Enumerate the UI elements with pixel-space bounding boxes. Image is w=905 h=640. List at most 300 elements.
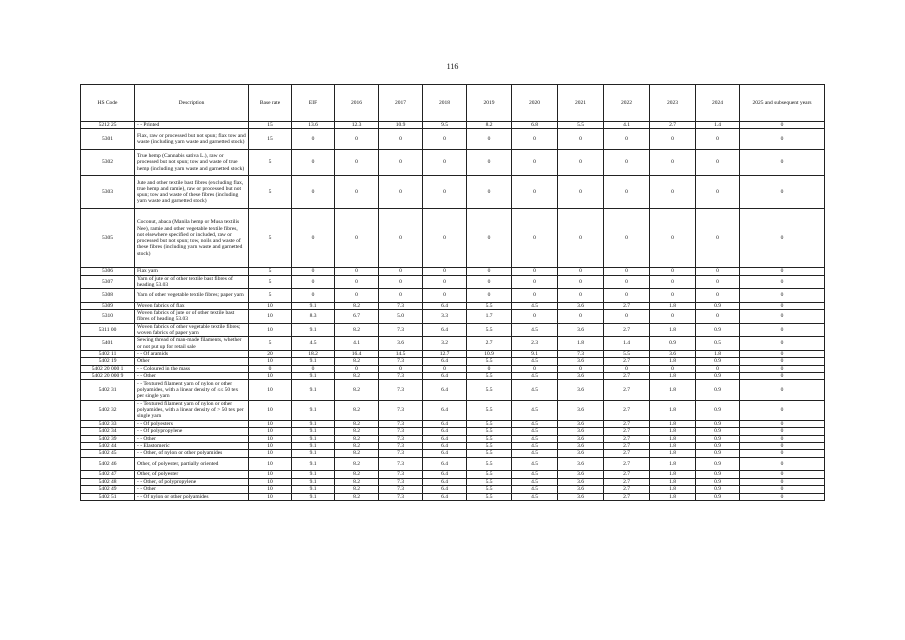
rate-cell: 8.2: [335, 443, 379, 450]
rate-cell: 7.3: [379, 323, 423, 337]
rate-cell: 0: [740, 365, 825, 372]
rate-cell: 8.2: [335, 471, 379, 478]
table-row: [81, 275, 825, 289]
rate-cell: 7.3: [379, 486, 423, 493]
rate-cell: 5.5: [467, 450, 512, 457]
table-row: [81, 400, 825, 420]
rate-cell: 3.6: [558, 358, 604, 365]
rate-cell: 5: [249, 289, 292, 303]
rate-cell: 2.7: [604, 478, 650, 485]
rate-cell: 3.2: [423, 337, 467, 351]
description-cell: - - Of nylon or other polyamides: [135, 493, 249, 500]
rate-cell: 8.2: [335, 400, 379, 420]
hs-code-cell: 5305: [81, 209, 135, 268]
rate-cell: 0: [740, 337, 825, 351]
table-row: [81, 493, 825, 500]
rate-cell: 1.8: [650, 493, 696, 500]
rate-cell: 0: [740, 428, 825, 435]
rate-cell: 7.3: [379, 478, 423, 485]
description-cell: - - Elastomeric: [135, 443, 249, 450]
rate-cell: 4.5: [512, 420, 558, 427]
rate-cell: 0.9: [696, 323, 740, 337]
rate-cell: 7.3: [379, 428, 423, 435]
rate-cell: 0: [740, 289, 825, 303]
rate-cell: 0.9: [650, 337, 696, 351]
rate-cell: 4.5: [512, 302, 558, 309]
rate-cell: 0: [379, 129, 423, 149]
rate-cell: 0: [740, 275, 825, 289]
rate-cell: 7.3: [379, 358, 423, 365]
rate-cell: 5: [249, 275, 292, 289]
rate-cell: 0: [558, 176, 604, 209]
rate-cell: 0: [335, 176, 379, 209]
rate-cell: 0: [423, 209, 467, 268]
rate-cell: 9.1: [292, 358, 335, 365]
rate-cell: 0: [740, 358, 825, 365]
rate-cell: 7.3: [379, 373, 423, 380]
rate-cell: 0: [467, 209, 512, 268]
column-header: 2025 and subsequent years: [740, 85, 825, 122]
rate-cell: 1.4: [696, 122, 740, 129]
hs-code-cell: 5309: [81, 302, 135, 309]
hs-code-cell: 5402 34: [81, 428, 135, 435]
rate-cell: 6.4: [423, 443, 467, 450]
rate-cell: 0: [423, 275, 467, 289]
rate-cell: 10: [249, 471, 292, 478]
table-row: [81, 350, 825, 357]
hs-code-cell: 5212 25: [81, 122, 135, 129]
rate-cell: 0: [696, 365, 740, 372]
rate-cell: 0: [740, 310, 825, 324]
rate-cell: 8.2: [467, 122, 512, 129]
rate-cell: 10: [249, 443, 292, 450]
rate-cell: 6.4: [423, 420, 467, 427]
rate-cell: 0: [558, 310, 604, 324]
rate-cell: 0: [292, 209, 335, 268]
table-row: [81, 380, 825, 400]
rate-cell: 2.7: [604, 450, 650, 457]
column-header: 2019: [467, 85, 512, 122]
description-cell: Yarn of jute or of other textile bast fibres of heading 53.03: [135, 275, 249, 289]
description-cell: - - Printed: [135, 122, 249, 129]
description-cell: - - Other: [135, 373, 249, 380]
rate-cell: 0: [740, 400, 825, 420]
rate-cell: 1.8: [650, 443, 696, 450]
hs-code-cell: 5402 45: [81, 450, 135, 457]
rate-cell: 0: [467, 365, 512, 372]
rate-cell: 9.1: [292, 486, 335, 493]
rate-cell: 0: [335, 129, 379, 149]
rate-cell: 0: [650, 289, 696, 303]
rate-cell: 0: [696, 289, 740, 303]
hs-code-cell: 5301: [81, 129, 135, 149]
rate-cell: 0: [292, 129, 335, 149]
rate-cell: 10: [249, 493, 292, 500]
rate-cell: 10: [249, 373, 292, 380]
rate-cell: 6.4: [423, 380, 467, 400]
rate-cell: 0: [379, 275, 423, 289]
rate-cell: 0: [379, 209, 423, 268]
rate-cell: 5.5: [467, 302, 512, 309]
rate-cell: 1.4: [604, 337, 650, 351]
hs-code-cell: 5310: [81, 310, 135, 324]
rate-cell: 0: [650, 268, 696, 275]
rate-cell: 0: [512, 289, 558, 303]
rate-cell: 5.5: [467, 420, 512, 427]
rate-cell: 8.2: [335, 478, 379, 485]
rate-cell: 8.2: [335, 302, 379, 309]
rate-cell: 0: [512, 310, 558, 324]
description-cell: Other: [135, 358, 249, 365]
rate-cell: 0: [292, 275, 335, 289]
rate-cell: 0: [423, 129, 467, 149]
rate-cell: 6.4: [423, 358, 467, 365]
table-row: [81, 435, 825, 442]
rate-cell: 1.8: [650, 428, 696, 435]
rate-cell: 0: [740, 323, 825, 337]
rate-cell: 7.3: [379, 493, 423, 500]
description-cell: Flax yarn: [135, 268, 249, 275]
rate-cell: 0: [335, 209, 379, 268]
column-header: 2017: [379, 85, 423, 122]
rate-cell: 0: [292, 149, 335, 176]
rate-cell: 7.3: [558, 350, 604, 357]
rate-cell: 0: [423, 268, 467, 275]
rate-cell: 0: [292, 365, 335, 372]
rate-cell: 6.4: [423, 428, 467, 435]
rate-cell: 0: [558, 268, 604, 275]
rate-cell: 0: [512, 129, 558, 149]
rate-cell: 0: [467, 275, 512, 289]
rate-cell: 5.5: [467, 358, 512, 365]
rate-cell: 3.6: [558, 420, 604, 427]
table-row: [81, 478, 825, 485]
rate-cell: 2.7: [604, 493, 650, 500]
rate-cell: 0: [379, 176, 423, 209]
rate-cell: 12.3: [335, 122, 379, 129]
rate-cell: 6.4: [423, 400, 467, 420]
rate-cell: 5.5: [467, 486, 512, 493]
hs-code-cell: 5402 46: [81, 457, 135, 471]
rate-cell: 5.5: [467, 435, 512, 442]
description-cell: - - Of aramids: [135, 350, 249, 357]
rate-cell: 0: [740, 373, 825, 380]
hs-code-cell: 5402 49: [81, 486, 135, 493]
rate-cell: 3.6: [558, 457, 604, 471]
rate-cell: 5.5: [467, 428, 512, 435]
rate-cell: 4.5: [512, 443, 558, 450]
rate-cell: 0: [740, 176, 825, 209]
rate-cell: 0: [740, 471, 825, 478]
description-cell: Woven fabrics of other vegetable textile fibres; woven fabrics of paper yarn: [135, 323, 249, 337]
rate-cell: 1.8: [650, 471, 696, 478]
rate-cell: 3.6: [558, 450, 604, 457]
rate-cell: 9.1: [292, 493, 335, 500]
table-row: [81, 122, 825, 129]
rate-cell: 10: [249, 420, 292, 427]
column-header: 2018: [423, 85, 467, 122]
rate-cell: 14.5: [379, 350, 423, 357]
rate-cell: 0: [423, 149, 467, 176]
table-row: [81, 302, 825, 309]
rate-cell: 0: [696, 275, 740, 289]
rate-cell: 0: [379, 149, 423, 176]
rate-cell: 10.9: [379, 122, 423, 129]
rate-cell: 0: [740, 209, 825, 268]
rate-cell: 0: [650, 149, 696, 176]
rate-cell: 6.4: [423, 486, 467, 493]
description-cell: Jute and other textile bast fibres (excluding flax, true hemp and ramie), raw or processed but not spun; tow and waste of these fibres (including yarn waste and garnetted stock): [135, 176, 249, 209]
rate-cell: 8.2: [335, 358, 379, 365]
rate-cell: 0: [423, 289, 467, 303]
rate-cell: 9.5: [423, 122, 467, 129]
hs-code-cell: 5402 47: [81, 471, 135, 478]
table-row: [81, 428, 825, 435]
tariff-schedule-table: [80, 84, 825, 501]
rate-cell: 5.5: [467, 493, 512, 500]
rate-cell: 6.4: [423, 457, 467, 471]
rate-cell: 0: [740, 435, 825, 442]
rate-cell: 0: [335, 289, 379, 303]
rate-cell: 9.1: [292, 435, 335, 442]
rate-cell: 0.9: [696, 373, 740, 380]
rate-cell: 0: [558, 289, 604, 303]
rate-cell: 0: [740, 486, 825, 493]
column-header: EIF: [292, 85, 335, 122]
rate-cell: 2.7: [604, 400, 650, 420]
rate-cell: 0: [467, 129, 512, 149]
rate-cell: 0: [512, 209, 558, 268]
rate-cell: 6.4: [423, 471, 467, 478]
rate-cell: 0: [696, 176, 740, 209]
rate-cell: 0: [650, 365, 696, 372]
rate-cell: 3.6: [558, 380, 604, 400]
rate-cell: 8.2: [335, 457, 379, 471]
column-header: 2020: [512, 85, 558, 122]
table-row: [81, 443, 825, 450]
rate-cell: 4.5: [512, 323, 558, 337]
rate-cell: 5: [249, 337, 292, 351]
rate-cell: 6.8: [512, 122, 558, 129]
rate-cell: 0: [249, 365, 292, 372]
rate-cell: 4.5: [512, 471, 558, 478]
table-row: [81, 450, 825, 457]
rate-cell: 9.1: [292, 420, 335, 427]
rate-cell: 13.6: [292, 122, 335, 129]
page-number: 116: [446, 62, 459, 71]
rate-cell: 0.9: [696, 358, 740, 365]
rate-cell: 10: [249, 302, 292, 309]
rate-cell: 9.1: [512, 350, 558, 357]
rate-cell: 2.7: [467, 337, 512, 351]
description-cell: Sewing thread of man-made filaments, whether or not put up for retail sale: [135, 337, 249, 351]
rate-cell: 7.3: [379, 471, 423, 478]
rate-cell: 9.1: [292, 302, 335, 309]
rate-cell: 9.1: [292, 478, 335, 485]
rate-cell: 1.8: [650, 400, 696, 420]
description-cell: Yarn of other vegetable textile fibres; paper yarn: [135, 289, 249, 303]
rate-cell: 6.4: [423, 435, 467, 442]
rate-cell: 0: [740, 302, 825, 309]
rate-cell: 4.5: [512, 380, 558, 400]
rate-cell: 8.2: [335, 323, 379, 337]
rate-cell: 12.7: [423, 350, 467, 357]
rate-cell: 1.8: [650, 380, 696, 400]
hs-code-cell: 5402 20 000 1: [81, 365, 135, 372]
rate-cell: 5: [249, 209, 292, 268]
rate-cell: 2.7: [604, 471, 650, 478]
rate-cell: 0.9: [696, 428, 740, 435]
rate-cell: 4.5: [512, 373, 558, 380]
rate-cell: 9.1: [292, 380, 335, 400]
rate-cell: 0: [379, 268, 423, 275]
rate-cell: 10.9: [467, 350, 512, 357]
rate-cell: 0: [604, 289, 650, 303]
rate-cell: 0: [696, 310, 740, 324]
hs-code-cell: 5307: [81, 275, 135, 289]
rate-cell: 4.1: [604, 122, 650, 129]
hs-code-cell: 5306: [81, 268, 135, 275]
rate-cell: 0: [650, 310, 696, 324]
rate-cell: 1.8: [650, 358, 696, 365]
rate-cell: 7.3: [379, 435, 423, 442]
rate-cell: 4.5: [512, 400, 558, 420]
description-cell: Coconut, abaca (Manila hemp or Musa textilis Nee), ramie and other vegetable textile fibres, not elsewhere specified or included, raw or processed but not spun; tow, noils and waste of these fibres (including yarn waste and garnetted stock): [135, 209, 249, 268]
rate-cell: 4.5: [512, 493, 558, 500]
rate-cell: 0: [740, 149, 825, 176]
rate-cell: 0.9: [696, 471, 740, 478]
hs-code-cell: 5402 48: [81, 478, 135, 485]
rate-cell: 9.1: [292, 400, 335, 420]
rate-cell: 10: [249, 400, 292, 420]
column-header: 2016: [335, 85, 379, 122]
description-cell: - - Other, of nylon or other polyamides: [135, 450, 249, 457]
rate-cell: 6.4: [423, 493, 467, 500]
rate-cell: 0: [650, 129, 696, 149]
rate-cell: 9.1: [292, 323, 335, 337]
rate-cell: 2.7: [604, 428, 650, 435]
rate-cell: 0: [379, 289, 423, 303]
table-row: [81, 486, 825, 493]
rate-cell: 9.1: [292, 443, 335, 450]
rate-cell: 4.5: [512, 457, 558, 471]
rate-cell: 2.7: [604, 373, 650, 380]
rate-cell: 0: [604, 365, 650, 372]
rate-cell: 0: [740, 478, 825, 485]
rate-cell: 9.1: [292, 373, 335, 380]
rate-cell: 0.5: [696, 337, 740, 351]
rate-cell: 6.4: [423, 323, 467, 337]
rate-cell: 2.7: [604, 358, 650, 365]
rate-cell: 1.8: [650, 435, 696, 442]
description-cell: - - Textured filament yarn of nylon or other polyamides, with a linear density of ≤≤ 50 tex per single yarn: [135, 380, 249, 400]
table-row: [81, 457, 825, 471]
rate-cell: 4.5: [512, 450, 558, 457]
rate-cell: 2.7: [604, 380, 650, 400]
rate-cell: 7.3: [379, 302, 423, 309]
rate-cell: 3.6: [379, 337, 423, 351]
rate-cell: 1.8: [696, 350, 740, 357]
rate-cell: 0.9: [696, 380, 740, 400]
rate-cell: 9.1: [292, 428, 335, 435]
rate-cell: 0: [335, 149, 379, 176]
rate-cell: 0: [650, 176, 696, 209]
table-row: [81, 176, 825, 209]
rate-cell: 8.2: [335, 450, 379, 457]
rate-cell: 0: [604, 275, 650, 289]
table-row: [81, 471, 825, 478]
rate-cell: 0: [604, 310, 650, 324]
rate-cell: 0: [740, 443, 825, 450]
rate-cell: 5.5: [467, 471, 512, 478]
rate-cell: 10: [249, 428, 292, 435]
rate-cell: 5.5: [467, 323, 512, 337]
rate-cell: 4.1: [335, 337, 379, 351]
rate-cell: 6.4: [423, 373, 467, 380]
rate-cell: 2.7: [604, 420, 650, 427]
hs-code-cell: 5402 20 000 9: [81, 373, 135, 380]
rate-cell: 8.2: [335, 428, 379, 435]
rate-cell: 2.7: [604, 302, 650, 309]
hs-code-cell: 5402 44: [81, 443, 135, 450]
rate-cell: 7.3: [379, 450, 423, 457]
description-cell: Woven fabrics of jute or of other textile bast fibres of heading 53.03: [135, 310, 249, 324]
rate-cell: 15: [249, 129, 292, 149]
column-header: HS Code: [81, 85, 135, 122]
rate-cell: 3.6: [558, 323, 604, 337]
rate-cell: 1.8: [650, 302, 696, 309]
rate-cell: 0: [335, 268, 379, 275]
hs-code-cell: 5402 33: [81, 420, 135, 427]
rate-cell: 3.3: [423, 310, 467, 324]
rate-cell: 4.5: [512, 478, 558, 485]
rate-cell: 0: [740, 122, 825, 129]
rate-cell: 8.2: [335, 493, 379, 500]
table-row: [81, 129, 825, 149]
hs-code-cell: 5302: [81, 149, 135, 176]
table-row: [81, 323, 825, 337]
rate-cell: 0: [335, 365, 379, 372]
rate-cell: 10: [249, 358, 292, 365]
rate-cell: 5.5: [558, 122, 604, 129]
rate-cell: 6.4: [423, 478, 467, 485]
description-cell: Other, of polyester: [135, 471, 249, 478]
rate-cell: 0: [292, 176, 335, 209]
rate-cell: 5: [249, 268, 292, 275]
rate-cell: 0: [558, 365, 604, 372]
hs-code-cell: 5402 39: [81, 435, 135, 442]
rate-cell: 0: [467, 268, 512, 275]
rate-cell: 0: [512, 275, 558, 289]
rate-cell: 3.6: [558, 428, 604, 435]
rate-cell: 0: [512, 176, 558, 209]
rate-cell: 5: [249, 176, 292, 209]
rate-cell: 8.2: [335, 373, 379, 380]
rate-cell: 9.1: [292, 450, 335, 457]
rate-cell: 1.8: [650, 323, 696, 337]
description-cell: True hemp (Cannabis sativa L.), raw or processed but not spun; tow and waste of true hemp (including yarn waste and garnetted stock): [135, 149, 249, 176]
rate-cell: 0.9: [696, 435, 740, 442]
rate-cell: 0: [740, 129, 825, 149]
rate-cell: 10: [249, 457, 292, 471]
rate-cell: 1.8: [650, 373, 696, 380]
column-header: 2023: [650, 85, 696, 122]
rate-cell: 0: [379, 365, 423, 372]
rate-cell: 5.5: [467, 478, 512, 485]
rate-cell: 2.7: [604, 443, 650, 450]
hs-code-cell: 5311 00: [81, 323, 135, 337]
rate-cell: 3.6: [558, 486, 604, 493]
